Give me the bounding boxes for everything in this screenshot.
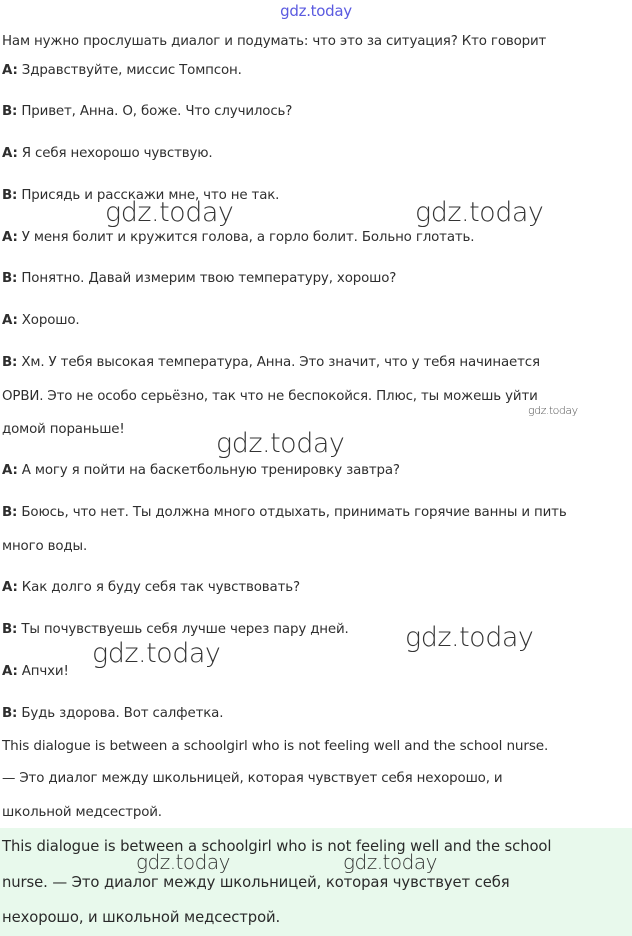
- speaker-label: A:: [2, 463, 18, 478]
- site-logo[interactable]: gdz.today: [280, 2, 352, 20]
- speaker-label: B:: [2, 271, 18, 286]
- line-text: Как долго я буду себя так чувствовать?: [17, 580, 300, 595]
- watermark: gdz.today: [343, 850, 437, 874]
- dialogue-line: [2, 313, 80, 328]
- summary-line: This dialogue is between a schoolgirl who is not feeling well and the school nurse.: [2, 738, 549, 754]
- answer-line: nurse. — Это диалог между школьницей, которая чувствует себя: [2, 874, 510, 891]
- dialogue-line: [2, 146, 213, 161]
- watermark: gdz.today: [216, 428, 345, 459]
- dialogue-line: [2, 505, 567, 520]
- dialogue-line: [2, 230, 474, 245]
- dialogue-line: [2, 539, 87, 554]
- line-text: Здравствуйте, миссис Томпсон.: [17, 63, 242, 78]
- line-text: У меня болит и кружится голова, а горло болит. Больно глотать.: [17, 230, 475, 245]
- line-text: Апчхи!: [17, 664, 69, 679]
- dialogue-line: [2, 389, 538, 404]
- dialogue-line: [2, 664, 69, 679]
- watermark: gdz.today: [92, 638, 221, 669]
- line-text: Хорошо.: [17, 313, 80, 328]
- watermark: gdz.today: [136, 850, 230, 874]
- speaker-label: B:: [2, 188, 18, 203]
- intro-text: Нам нужно прослушать диалог и подумать: что это за ситуация? Кто говорит: [2, 34, 547, 49]
- dialogue-line: [2, 422, 125, 437]
- line-text: домой пораньше!: [2, 422, 125, 437]
- dialogue-line: [2, 580, 300, 595]
- speaker-label: B:: [2, 622, 18, 637]
- line-text: Понятно. Давай измерим твою температуру, хорошо?: [17, 271, 397, 286]
- line-text: Боюсь, что нет. Ты должна много отдыхать, принимать горячие ванны и пить: [17, 505, 567, 520]
- answer-box: [0, 828, 632, 936]
- speaker-label: A:: [2, 580, 18, 595]
- speaker-label: B:: [2, 355, 18, 370]
- summary-line: школьной медсестрой.: [2, 805, 162, 820]
- dialogue-line: [2, 463, 400, 478]
- line-text: ОРВИ. Это не особо серьёзно, так что не беспокойся. Плюс, ты можешь уйти: [2, 389, 538, 404]
- watermark: gdz.today: [528, 404, 578, 417]
- speaker-label: B:: [2, 104, 18, 119]
- speaker-label: A:: [2, 313, 18, 328]
- dialogue-line: [2, 271, 396, 286]
- speaker-label: B:: [2, 706, 18, 721]
- dialogue-line: [2, 622, 349, 637]
- speaker-label: A:: [2, 146, 18, 161]
- dialogue-line: [2, 63, 242, 78]
- answer-line: нехорошо, и школьной медсестрой.: [2, 909, 281, 926]
- line-text: Я себя нехорошо чувствую.: [17, 146, 213, 161]
- line-text: много воды.: [2, 539, 88, 554]
- summary-line: — Это диалог между школьницей, которая чувствует себя нехорошо, и: [2, 771, 503, 786]
- speaker-label: B:: [2, 505, 18, 520]
- watermark: gdz.today: [415, 197, 544, 228]
- line-text: Привет, Анна. О, боже. Что случилось?: [17, 104, 293, 119]
- line-text: Ты почувствуешь себя лучше через пару дней.: [17, 622, 349, 637]
- answer-line: This dialogue is between a schoolgirl who is not feeling well and the school: [2, 838, 552, 855]
- speaker-label: A:: [2, 230, 18, 245]
- dialogue-line: [2, 706, 223, 721]
- line-text: Присядь и расскажи мне, что не так.: [17, 188, 280, 203]
- dialogue-line: [2, 355, 540, 370]
- speaker-label: A:: [2, 664, 18, 679]
- line-text: Будь здорова. Вот салфетка.: [17, 706, 224, 721]
- line-text: А могу я пойти на баскетбольную тренировку завтра?: [17, 463, 400, 478]
- line-text: Хм. У тебя высокая температура, Анна. Это значит, что у тебя начинается: [17, 355, 540, 370]
- dialogue-line: [2, 104, 292, 119]
- watermark: gdz.today: [405, 622, 534, 653]
- speaker-label: A:: [2, 63, 18, 78]
- watermark: gdz.today: [105, 197, 234, 228]
